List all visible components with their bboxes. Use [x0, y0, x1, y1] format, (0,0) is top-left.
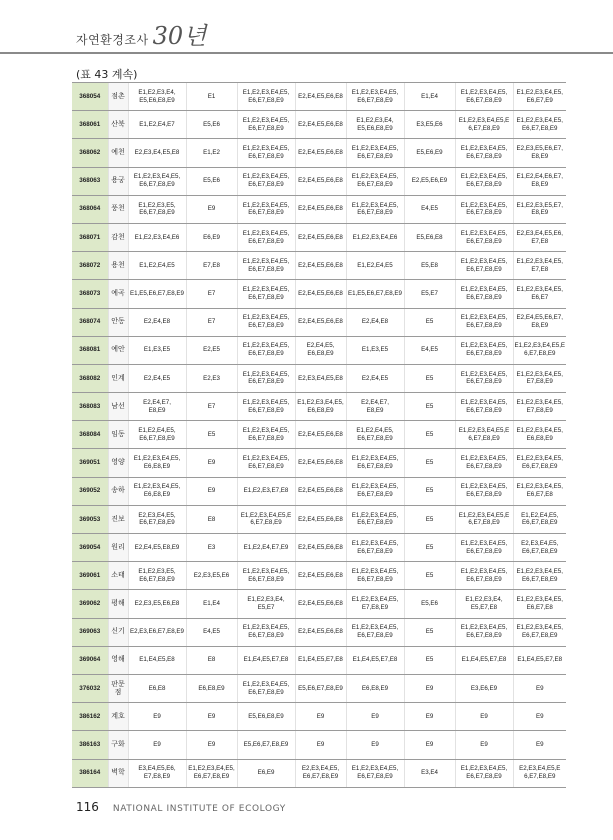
table-cell: E1,E2,E3,E4,E5, E6,E7,E8,E9 [237, 421, 295, 449]
table-cell: E3,E4 [404, 759, 455, 787]
table-cell: E1,E2,E3,E4,E5, E6,E7,E8,E9 [346, 477, 404, 505]
map-name-cell: 산북 [108, 111, 128, 139]
table-cell: E1,E2,E3,E4,E5, E6,E7,E8,E9 [346, 83, 404, 111]
table-cell: E4,E5 [186, 618, 237, 646]
table-cell: E1,E2,E3,E4,E5, E6,E7,E8,E9 [513, 449, 566, 477]
table-cell: E1,E2 [186, 139, 237, 167]
table-cell: E5 [404, 562, 455, 590]
table-cell: E4,E5 [404, 195, 455, 223]
table-cell: E2,E4,E5,E6,E8 [295, 618, 346, 646]
table-row [72, 252, 566, 280]
table-cell: E2,E3,E4,E5, E6,E7,E8,E9 [128, 505, 186, 533]
map-name-cell: 남선 [108, 393, 128, 421]
map-code-cell: 368072 [72, 252, 108, 280]
map-code-cell: 368081 [72, 336, 108, 364]
table-cell: E5,E6,E7,E8,E9 [295, 674, 346, 702]
table-cell: E1,E2,E3,E4,E5, E6,E7,E8,E9 [455, 308, 513, 336]
table-cell: E1,E2,E3,E4,E5, E6,E7,E8,E9 [186, 759, 237, 787]
table-cell: E5,E6 [186, 111, 237, 139]
page-number: 116 [76, 800, 99, 814]
table-cell: E1,E2,E3,E4,E5, E6,E7,E8,E9 [455, 393, 513, 421]
table-cell: E1,E2,E3,E4,E6 [346, 223, 404, 251]
table-cell: E2,E4,E7, E8,E9 [128, 393, 186, 421]
table-cell: E2,E4,E5,E6,E8 [295, 139, 346, 167]
header-logo: 30년 [152, 22, 207, 50]
table-cell: E7 [186, 280, 237, 308]
table-cell: E1,E2,E4,E6,E7, E8,E9 [513, 167, 566, 195]
table-row [72, 195, 566, 223]
footer-organization: NATIONAL INSTITUTE OF ECOLOGY [112, 804, 286, 814]
table-cell: E2,E4,E5,E6,E8 [295, 111, 346, 139]
table-cell: E1,E2,E3,E4,E5, E6,E8,E9 [128, 477, 186, 505]
table-cell: E1,E5,E6,E7,E8,E9 [346, 280, 404, 308]
table-cell: E1,E2,E3,E4,E5, E7,E8,E9 [346, 590, 404, 618]
table-cell: E2,E4,E5,E6,E8 [295, 308, 346, 336]
table-cell: E5,E6,E8,E9 [237, 703, 295, 731]
table-cell: E9 [513, 674, 566, 702]
table-cell: E1,E2,E3,E4, E5,E7,E8 [455, 590, 513, 618]
table-cell: E9 [404, 674, 455, 702]
table-cell: E1,E2,E3,E4,E5, E6,E7,E8,E9 [346, 759, 404, 787]
map-code-cell: 386163 [72, 731, 108, 759]
table-cell: E1,E2,E3,E4,E5, E6,E7,E8,E9 [237, 618, 295, 646]
table-cell: E1,E2,E3,E4,E5, E6,E7,E8,E9 [346, 449, 404, 477]
table-cell: E2,E4,E5,E6,E8 [295, 167, 346, 195]
table-cell: E5 [404, 393, 455, 421]
table-cell: E1,E4,E5,E7,E8 [295, 646, 346, 674]
table-cell: E1,E2,E3,E4,E5, E6,E7,E8 [513, 590, 566, 618]
table-cell: E1,E2,E3,E4,E5, E6,E7,E8,E9 [346, 195, 404, 223]
table-cell: E2,E5 [186, 336, 237, 364]
table-cell: E1,E2,E3,E4,E5, E6,E7 [513, 280, 566, 308]
table-cell: E1,E3,E5 [346, 336, 404, 364]
table-cell: E1,E2,E3,E5, E6,E7,E8,E9 [128, 195, 186, 223]
table-cell: E1,E2,E3,E4,E5,E 6,E7,E8,E9 [455, 505, 513, 533]
map-name-cell: 예천 [108, 139, 128, 167]
table-cell: E1,E2,E3,E4,E5, E6,E7,E8,E9 [455, 280, 513, 308]
table-cell: E2,E3,E4,E5, E6,E7,E8,E9 [295, 759, 346, 787]
map-code-cell: 368063 [72, 167, 108, 195]
map-code-cell: 368082 [72, 364, 108, 392]
table-cell: E2,E4,E5,E6,E8 [295, 195, 346, 223]
table-cell: E3,E5,E6 [404, 111, 455, 139]
table-cell: E5 [404, 534, 455, 562]
map-name-cell: 계호 [108, 703, 128, 731]
table-cell: E1,E2,E3,E4,E5, E6,E7,E8,E9 [455, 83, 513, 111]
table-cell: E6,E8,E9 [186, 674, 237, 702]
table-cell: E6,E9 [186, 223, 237, 251]
table-cell: E1,E2,E3,E4,E5, E6,E7,E8,E9 [237, 83, 295, 111]
map-name-cell: 안동 [108, 308, 128, 336]
table-cell: E5,E6,E7,E8,E9 [237, 731, 295, 759]
table-row [72, 280, 566, 308]
table-cell: E9 [186, 703, 237, 731]
map-name-cell: 진보 [108, 505, 128, 533]
table-cell: E2,E5,E6,E9 [404, 167, 455, 195]
table-cell: E5 [404, 308, 455, 336]
table-cell: E2,E4,E5,E6,E8 [295, 421, 346, 449]
table-row [72, 167, 566, 195]
table-cell: E2,E4,E5,E6,E8 [295, 83, 346, 111]
table-cell: E1,E2,E4,E5, E6,E7,E8,E9 [128, 421, 186, 449]
table-cell: E1,E3,E5 [128, 336, 186, 364]
table-cell: E1,E4,E5,E7,E8 [455, 646, 513, 674]
table-cell: E8 [186, 646, 237, 674]
table-cell: E1,E2,E3,E4,E5, E6,E7,E8,E9 [237, 674, 295, 702]
table-cell: E1,E2,E3,E4,E5, E6,E7,E8,E9 [455, 534, 513, 562]
table-cell: E2,E4,E5,E8,E9 [128, 534, 186, 562]
table-row [72, 759, 566, 787]
table-cell: E1,E2,E3,E4,E5, E7,E8 [513, 252, 566, 280]
map-code-cell: 376032 [72, 674, 108, 702]
table-cell: E1,E2,E4,E7,E9 [237, 534, 295, 562]
table-cell: E1,E4,E5,E8 [128, 646, 186, 674]
table-cell: E2,E3,E4,E5,E8 [128, 139, 186, 167]
table-cell: E1,E2,E3,E4,E5,E 6,E7,E8,E9 [455, 111, 513, 139]
table-cell: E2,E3,E4,E5,E8 [295, 364, 346, 392]
table-cell: E5 [186, 421, 237, 449]
table-cell: E2,E4,E5,E6,E8 [295, 590, 346, 618]
table-cell: E1,E2,E3,E4,E5, E7,E8,E9 [513, 364, 566, 392]
table-cell: E9 [455, 703, 513, 731]
data-table [72, 82, 566, 788]
table-cell: E1,E2,E3,E4,E5,E 6,E7,E8,E9 [513, 336, 566, 364]
table-cell: E9 [186, 195, 237, 223]
table-cell: E5 [404, 505, 455, 533]
table-cell: E1,E2,E3,E4,E5, E6,E7,E8,E9 [455, 449, 513, 477]
table-cell: E1,E2,E3,E4,E5, E6,E7,E8,E9 [237, 252, 295, 280]
map-name-cell: 판문점 [108, 674, 128, 702]
table-cell: E9 [346, 703, 404, 731]
table-row [72, 618, 566, 646]
table-cell: E1,E2,E3,E4, E5,E6,E8,E9 [346, 111, 404, 139]
table-cell: E1,E2,E3,E4,E5, E6,E7,E9 [513, 83, 566, 111]
table-cell: E9 [128, 703, 186, 731]
table-cell: E6,E8 [128, 674, 186, 702]
table-cell: E2,E4,E5,E6,E8 [295, 562, 346, 590]
map-name-cell: 감천 [108, 223, 128, 251]
table-row [72, 308, 566, 336]
table-cell: E1,E2,E3,E4,E5, E6,E7,E8,E9 [237, 280, 295, 308]
table-cell: E1,E2,E3,E4,E5, E6,E7,E8,E9 [346, 505, 404, 533]
table-cell: E1,E2,E3,E5, E6,E7,E8,E9 [128, 562, 186, 590]
map-name-cell: 신기 [108, 618, 128, 646]
table-cell: E1,E2,E3,E4,E5, E6,E7,E8,E9 [346, 562, 404, 590]
table-cell: E8 [186, 505, 237, 533]
header-divider [0, 52, 613, 54]
table-cell: E2,E3,E5,E6 [186, 562, 237, 590]
table-cell: E1,E2,E4,E5, E6,E7,E8,E9 [346, 421, 404, 449]
table-cell: E1 [186, 83, 237, 111]
map-code-cell: 368073 [72, 280, 108, 308]
table-cell: E5,E6,E9 [404, 139, 455, 167]
table-cell: E5 [404, 449, 455, 477]
table-cell: E1,E2,E3,E4,E5, E6,E7,E8,E9 [346, 167, 404, 195]
table-cell: E1,E2,E3,E4,E5, E6,E7,E8,E9 [237, 308, 295, 336]
map-name-cell: 평해 [108, 590, 128, 618]
map-name-cell: 점촌 [108, 83, 128, 111]
table-cell: E1,E2,E3,E4,E5, E6,E7,E8,E9 [455, 139, 513, 167]
table-cell: E5 [404, 618, 455, 646]
table-cell: E2,E4,E8 [346, 308, 404, 336]
table-cell: E2,E4,E7, E8,E9 [346, 393, 404, 421]
map-code-cell: 368074 [72, 308, 108, 336]
table-cell: E5,E8 [404, 252, 455, 280]
table-cell: E1,E2,E3,E4,E5, E6,E7,E8 [513, 477, 566, 505]
table-cell: E2,E4,E5,E6,E8 [295, 505, 346, 533]
table-cell: E5,E6 [186, 167, 237, 195]
table-cell: E2,E4,E5,E6,E8 [295, 449, 346, 477]
map-name-cell: 소태 [108, 562, 128, 590]
map-name-cell: 용천 [108, 252, 128, 280]
table-cell: E2,E3,E5,E6,E8 [128, 590, 186, 618]
map-code-cell: 369052 [72, 477, 108, 505]
table-cell: E1,E2,E3,E4,E5, E6,E7,E8,E9 [237, 364, 295, 392]
table-cell: E1,E2,E4,E5 [128, 252, 186, 280]
table-cell: E5 [404, 421, 455, 449]
table-cell: E9 [404, 731, 455, 759]
table-cell: E1,E2,E3,E4, E5,E6,E8,E9 [128, 83, 186, 111]
table-cell: E7 [186, 308, 237, 336]
table-cell: E1,E2,E3,E4,E5, E6,E7,E8,E9 [346, 139, 404, 167]
map-code-cell: 368054 [72, 83, 108, 111]
table-row [72, 111, 566, 139]
table-cell: E9 [346, 731, 404, 759]
table-cell: E1,E2,E3,E4,E5, E6,E7,E8,E9 [455, 195, 513, 223]
table-cell: E1,E2,E3,E5,E7, E8,E9 [513, 195, 566, 223]
table-cell: E9 [186, 449, 237, 477]
table-row [72, 139, 566, 167]
table-cell: E9 [455, 731, 513, 759]
table-cell: E2,E4,E5,E6,E8 [295, 280, 346, 308]
map-name-cell: 구화 [108, 731, 128, 759]
table-cell: E2,E4,E5,E6,E8 [295, 252, 346, 280]
map-name-cell: 영양 [108, 449, 128, 477]
table-cell: E1,E2,E3,E7,E8 [237, 477, 295, 505]
map-name-cell: 인계 [108, 364, 128, 392]
table-cell: E1,E2,E3,E4,E5, E6,E7,E8,E9 [513, 562, 566, 590]
table-cell: E2,E3,E4,E5,E 6,E7,E8,E9 [513, 759, 566, 787]
table-cell: E2,E3,E4,E5, E6,E7,E8,E9 [513, 534, 566, 562]
map-code-cell: 369062 [72, 590, 108, 618]
table-row [72, 364, 566, 392]
table-cell: E5,E7 [404, 280, 455, 308]
table-cell: E5,E6 [404, 590, 455, 618]
table-cell: E1,E2,E3,E4,E5, E6,E7,E8,E9 [455, 167, 513, 195]
map-code-cell: 369053 [72, 505, 108, 533]
map-name-cell: 임동 [108, 421, 128, 449]
map-name-cell: 풍천 [108, 195, 128, 223]
table-cell: E1,E2,E3,E4,E5, E6,E7,E8,E9 [455, 759, 513, 787]
table-cell: E1,E2,E3,E4,E5,E 6,E7,E8,E9 [455, 421, 513, 449]
table-cell: E1,E2,E3,E4, E5,E7 [237, 590, 295, 618]
table-cell: E2,E3 [186, 364, 237, 392]
table-cell: E1,E2,E3,E4,E5, E6,E7,E8,E9 [237, 139, 295, 167]
table-cell: E2,E4,E5 [128, 364, 186, 392]
table-cell: E2,E3,E4,E5,E6, E7,E8 [513, 223, 566, 251]
table-row [72, 336, 566, 364]
map-code-cell: 368064 [72, 195, 108, 223]
table-cell: E1,E2,E3,E4,E5, E6,E7,E8,E9 [237, 449, 295, 477]
table-cell: E1,E2,E3,E4,E5, E6,E7,E8,E9 [513, 618, 566, 646]
page-header [76, 22, 206, 48]
table-cell: E1,E4,E5,E7,E8 [513, 646, 566, 674]
table-cell: E1,E4,E5,E7,E8 [346, 646, 404, 674]
table-row [72, 83, 566, 111]
page-footer [76, 800, 286, 814]
map-name-cell: 예곡 [108, 280, 128, 308]
table-row [72, 534, 566, 562]
table-cell: E6,E9 [237, 759, 295, 787]
table-cell: E6,E8,E9 [346, 674, 404, 702]
table-row [72, 449, 566, 477]
table-cell: E2,E4,E5,E6,E8 [295, 534, 346, 562]
table-cell: E5 [404, 364, 455, 392]
map-code-cell: 386164 [72, 759, 108, 787]
table-cell: E1,E2,E3,E4,E5, E6,E7,E8,E9 [237, 223, 295, 251]
map-code-cell: 369064 [72, 646, 108, 674]
map-code-cell: 368061 [72, 111, 108, 139]
table-cell: E2,E4,E5,E6,E7, E8,E9 [513, 308, 566, 336]
table-row [72, 646, 566, 674]
table-caption: (표 43 계속) [76, 68, 138, 81]
table-cell: E1,E2,E3,E4,E5, E6,E7,E8,E9 [128, 167, 186, 195]
table-cell: E9 [513, 703, 566, 731]
table-cell: E1,E2,E3,E4,E5, E6,E7,E8,E9 [455, 223, 513, 251]
table-cell: E1,E2,E3,E4,E5, E6,E7,E8,E9 [346, 618, 404, 646]
map-code-cell: 368071 [72, 223, 108, 251]
table-cell: E1,E2,E3,E4,E5, E6,E7,E8,E9 [237, 195, 295, 223]
table-cell: E1,E2,E3,E4,E5, E7,E8,E9 [513, 393, 566, 421]
table-cell: E9 [128, 731, 186, 759]
table-cell: E3,E4,E5,E6, E7,E8,E9 [128, 759, 186, 787]
table-cell: E1,E2,E3,E4,E5, E6,E7,E8,E9 [513, 111, 566, 139]
table-cell: E1,E2,E3,E4,E5, E6,E7,E8,E9 [455, 618, 513, 646]
table-cell: E2,E3,E6,E7,E8,E9 [128, 618, 186, 646]
map-name-cell: 원리 [108, 534, 128, 562]
table-cell: E1,E4,E5,E7,E8 [237, 646, 295, 674]
map-name-cell: 벽학 [108, 759, 128, 787]
table-cell: E2,E3,E5,E6,E7, E8,E9 [513, 139, 566, 167]
table-cell: E5 [404, 646, 455, 674]
table-cell: E9 [404, 703, 455, 731]
table-cell: E4,E5 [404, 336, 455, 364]
map-code-cell: 386162 [72, 703, 108, 731]
table-row [72, 477, 566, 505]
table-cell: E1,E2,E4,E7 [128, 111, 186, 139]
table-cell: E1,E2,E3,E4,E5, E6,E8,E9 [513, 421, 566, 449]
table-cell: E2,E4,E5 [346, 364, 404, 392]
table-cell: E9 [186, 477, 237, 505]
table-cell: E1,E2,E3,E4,E5,E 6,E7,E8,E9 [237, 505, 295, 533]
table-row [72, 393, 566, 421]
map-code-cell: 368062 [72, 139, 108, 167]
table-row [72, 562, 566, 590]
table-cell: E1,E2,E3,E4,E5, E6,E7,E8,E9 [237, 336, 295, 364]
table-cell: E1,E2,E3,E4,E5, E6,E7,E8,E9 [237, 562, 295, 590]
table-cell: E1,E2,E3,E4,E5, E6,E7,E8,E9 [455, 562, 513, 590]
table-cell: E3 [186, 534, 237, 562]
table-cell: E3,E6,E9 [455, 674, 513, 702]
table-cell: E9 [513, 731, 566, 759]
table-cell: E2,E4,E5, E6,E8,E9 [295, 336, 346, 364]
map-code-cell: 369051 [72, 449, 108, 477]
table-cell: E9 [186, 731, 237, 759]
table-row [72, 223, 566, 251]
table-cell: E7,E8 [186, 252, 237, 280]
table-cell: E5 [404, 477, 455, 505]
table-row [72, 590, 566, 618]
map-code-cell: 368083 [72, 393, 108, 421]
map-code-cell: 368084 [72, 421, 108, 449]
table-cell: E1,E2,E3,E4,E5, E6,E8,E9 [295, 393, 346, 421]
table-cell: E9 [295, 731, 346, 759]
map-name-cell: 예안 [108, 336, 128, 364]
table-cell: E7 [186, 393, 237, 421]
table-cell: E1,E2,E3,E4,E5, E6,E8,E9 [128, 449, 186, 477]
table-cell: E9 [295, 703, 346, 731]
table-row [72, 421, 566, 449]
table-row [72, 505, 566, 533]
table-cell: E5,E6,E8 [404, 223, 455, 251]
table-cell: E1,E4 [404, 83, 455, 111]
map-name-cell: 영해 [108, 646, 128, 674]
header-title: 자연환경조사 [76, 33, 149, 47]
table-cell: E1,E2,E4,E5, E6,E7,E8,E9 [513, 505, 566, 533]
table-cell: E1,E2,E3,E4,E5, E6,E7,E8,E9 [455, 252, 513, 280]
table-cell: E1,E2,E3,E4,E5, E6,E7,E8,E9 [237, 167, 295, 195]
table-row [72, 731, 566, 759]
table-cell: E1,E5,E6,E7,E8,E9 [128, 280, 186, 308]
table-cell: E1,E2,E3,E4,E5, E6,E7,E8,E9 [346, 534, 404, 562]
table-cell: E1,E2,E3,E4,E5, E6,E7,E8,E9 [455, 477, 513, 505]
map-code-cell: 369061 [72, 562, 108, 590]
map-name-cell: 용궁 [108, 167, 128, 195]
table-cell: E2,E4,E5,E6,E8 [295, 477, 346, 505]
map-name-cell: 송하 [108, 477, 128, 505]
table-cell: E1,E2,E3,E4,E5, E6,E7,E8,E9 [455, 364, 513, 392]
table-row [72, 674, 566, 702]
table-cell: E1,E2,E3,E4,E6 [128, 223, 186, 251]
table-cell: E2,E4,E8 [128, 308, 186, 336]
table-row [72, 703, 566, 731]
table-cell: E2,E4,E5,E6,E8 [295, 223, 346, 251]
map-code-cell: 369063 [72, 618, 108, 646]
table-cell: E1,E2,E4,E5 [346, 252, 404, 280]
table-cell: E1,E2,E3,E4,E5, E6,E7,E8,E9 [237, 393, 295, 421]
table-cell: E1,E2,E3,E4,E5, E6,E7,E8,E9 [237, 111, 295, 139]
table-cell: E1,E2,E3,E4,E5, E6,E7,E8,E9 [455, 336, 513, 364]
map-code-cell: 369054 [72, 534, 108, 562]
table-cell: E1,E4 [186, 590, 237, 618]
